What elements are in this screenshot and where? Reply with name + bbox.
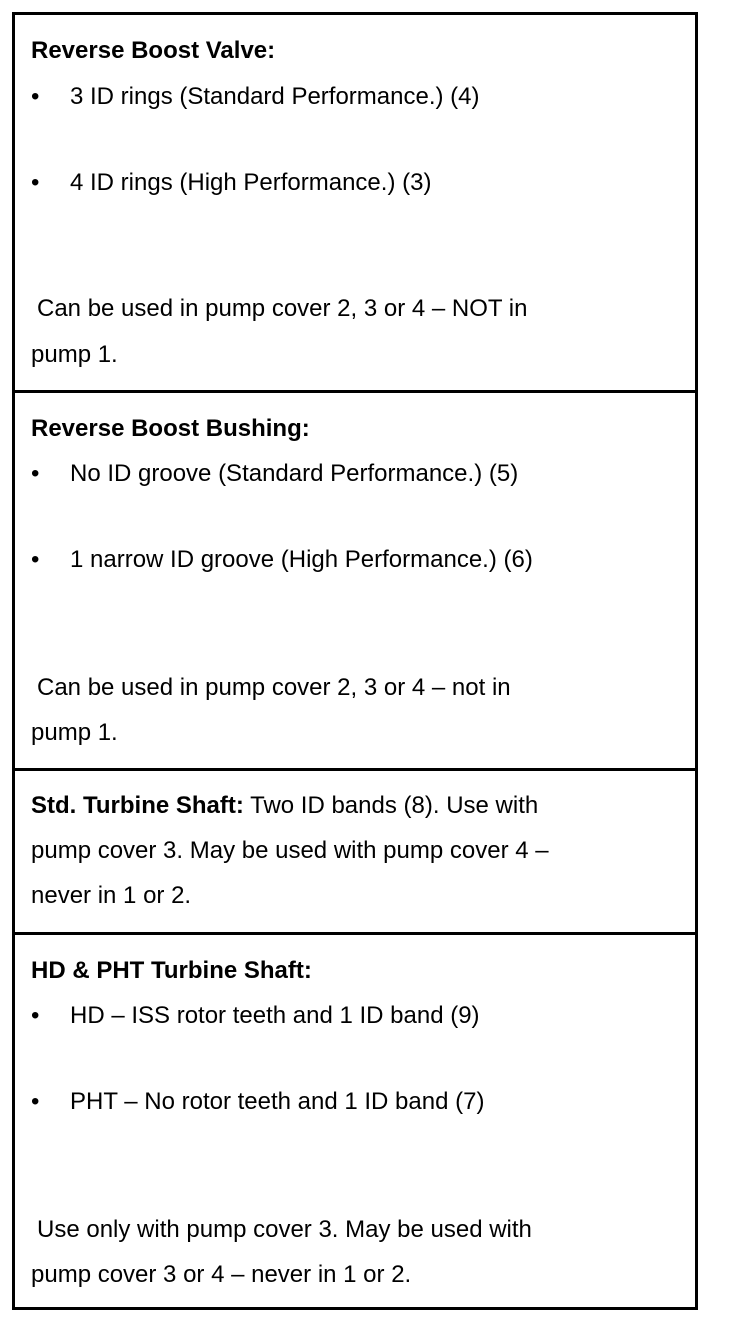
note-text: pump cover 3 or 4 – never in 1 or 2. [31,1261,412,1288]
reverse-boost-bushing-cell [15,393,695,771]
note-text: Use only with pump cover 3. May be used with [37,1216,532,1243]
note-text: pump 1. [31,341,118,368]
bullet-icon: • [31,460,40,487]
bullet-icon: • [31,1088,40,1115]
bullet-icon: • [31,546,40,573]
bullet-icon: • [31,169,40,196]
bullet-item: PHT – No rotor teeth and 1 ID band (7) [70,1088,485,1115]
section-heading: HD & PHT Turbine Shaft: [31,957,312,984]
hd-pht-turbine-shaft-cell [15,935,695,1310]
section-text: pump cover 3. May be used with pump cover 4 – [31,837,549,864]
bullet-item: 3 ID rings (Standard Performance.) (4) [70,83,480,110]
bullet-item: HD – ISS rotor teeth and 1 ID band (9) [70,1002,480,1029]
section-heading: Reverse Boost Valve: [31,37,276,64]
note-text: pump 1. [31,719,118,746]
section-heading: Reverse Boost Bushing: [31,415,310,442]
bullet-item: 4 ID rings (High Performance.) (3) [70,169,432,196]
note-text: Can be used in pump cover 2, 3 or 4 – not in [37,674,511,701]
bullet-item: 1 narrow ID groove (High Performance.) (6) [70,546,533,573]
section-text-line [31,792,538,820]
std-turbine-shaft-cell [15,771,695,935]
info-table [12,12,698,1310]
reverse-boost-valve-cell [15,15,695,393]
section-text: never in 1 or 2. [31,882,192,909]
note-text: Can be used in pump cover 2, 3 or 4 – NOT in [37,295,528,322]
bullet-icon: • [31,83,40,110]
section-text: Two ID bands (8). Use with [243,792,539,819]
bullet-item: No ID groove (Standard Performance.) (5) [70,460,519,487]
section-heading: Std. Turbine Shaft: [31,792,244,819]
bullet-icon: • [31,1002,40,1029]
